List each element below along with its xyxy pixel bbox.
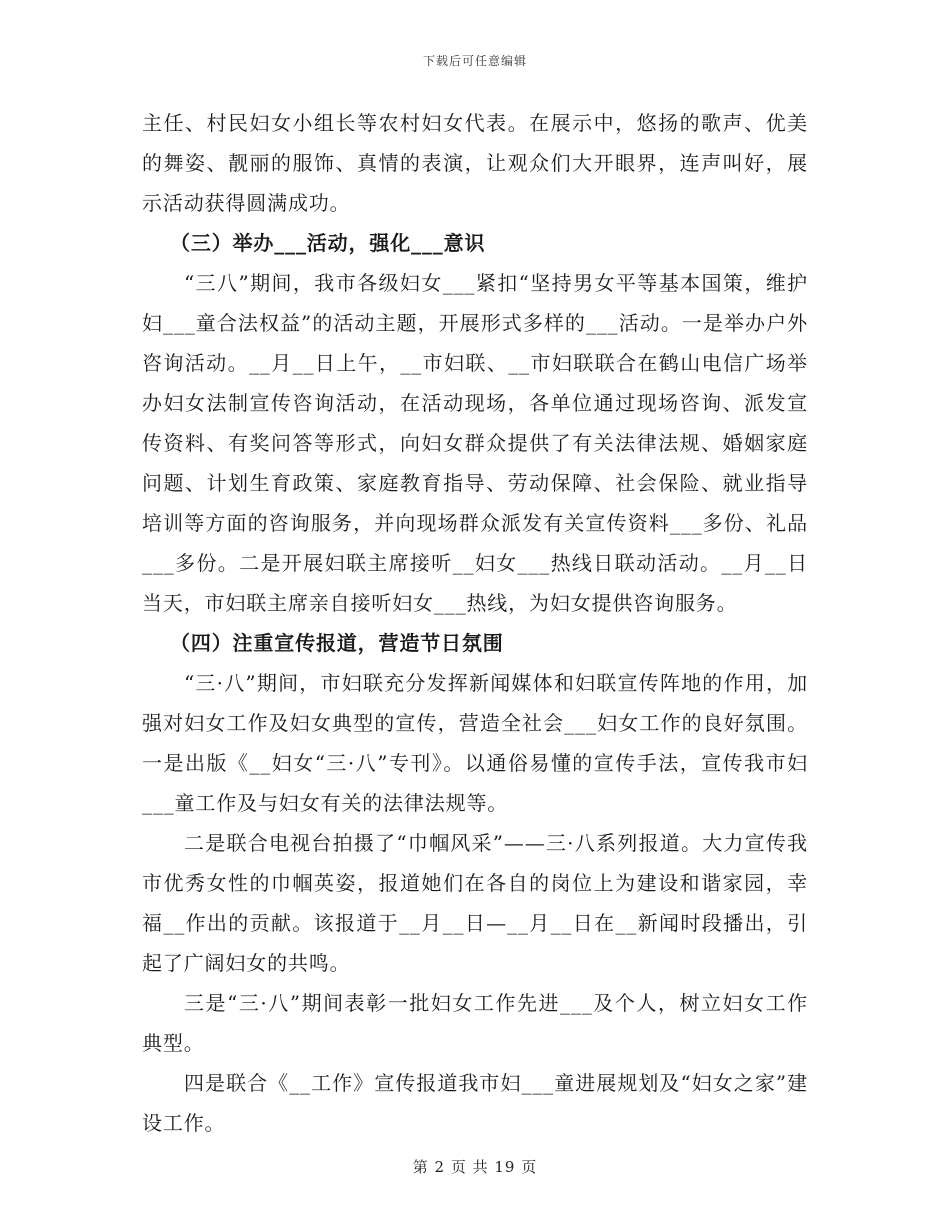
page-footer: 第 2 页 共 19 页 [412, 1158, 538, 1176]
paragraph-1: 主任、村民妇女小组长等农村妇女代表。在展示中，悠扬的歌声、优美的舞姿、靓丽的服饰、真情的表演，让观众们大开眼界，连声叫好，展示活动获得圆满成功。 [142, 111, 808, 215]
section-heading-3: （三）举办___活动，强化___意识 [170, 231, 486, 255]
paragraph-5: 三是“三·八”期间表彰一批妇女工作先进___及个人，树立妇女工作典型。 [142, 991, 808, 1055]
page-header: 下载后可任意编辑 [422, 54, 527, 68]
paragraph-4: 二是联合电视台拍摄了“巾帼风采”——三·八系列报道。大力宣传我市优秀女性的巾帼英姿，报道她们在各自的岗位上为建设和谐家园，幸福__作出的贡献。该报道于__月__日—__月__日在__新闻时段播出，引起了广阔妇女的共鸣。 [142, 831, 808, 975]
paragraph-3: “三·八”期间，市妇联充分发挥新闻媒体和妇联宣传阵地的作用，加强对妇女工作及妇女典型的宣传，营造全社会___妇女工作的良好氛围。一是出版《__妇女“三·八”专刊》。以通俗易懂的宣传手法，宣传我市妇___童工作及与妇女有关的法律法规等。 [142, 671, 808, 815]
paragraph-6: 四是联合《__工作》宣传报道我市妇___童进展规划及“妇女之家”建设工作。 [142, 1071, 808, 1135]
section-heading-4: （四）注重宣传报道，营造节日氛围 [170, 631, 504, 655]
paragraph-2: “三八”期间，我市各级妇女___紧扣“坚持男女平等基本国策，维护妇___童合法权益”的活动主题，开展形式多样的___活动。一是举办户外咨询活动。__月__日上午，__市妇联、__市妇联联合在鹤山电信广场举办妇女法制宣传咨询活动，在活动现场，各单位通过现场咨询、派发宣传资料、有奖问答等形式，向妇女群众提供了有关法律法规、婚姻家庭问题、计划生育政策、家庭教育指导、劳动保障、社会保险、就业指导培训等方面的咨询服务，并向现场群众派发有关宣传资料___多份、礼品___多份。二是开展妇联主席接听__妇女___热线日联动活动。__月__日当天，市妇联主席亲自接听妇女___热线，为妇女提供咨询服务。 [142, 271, 808, 615]
document-body [142, 103, 808, 1143]
